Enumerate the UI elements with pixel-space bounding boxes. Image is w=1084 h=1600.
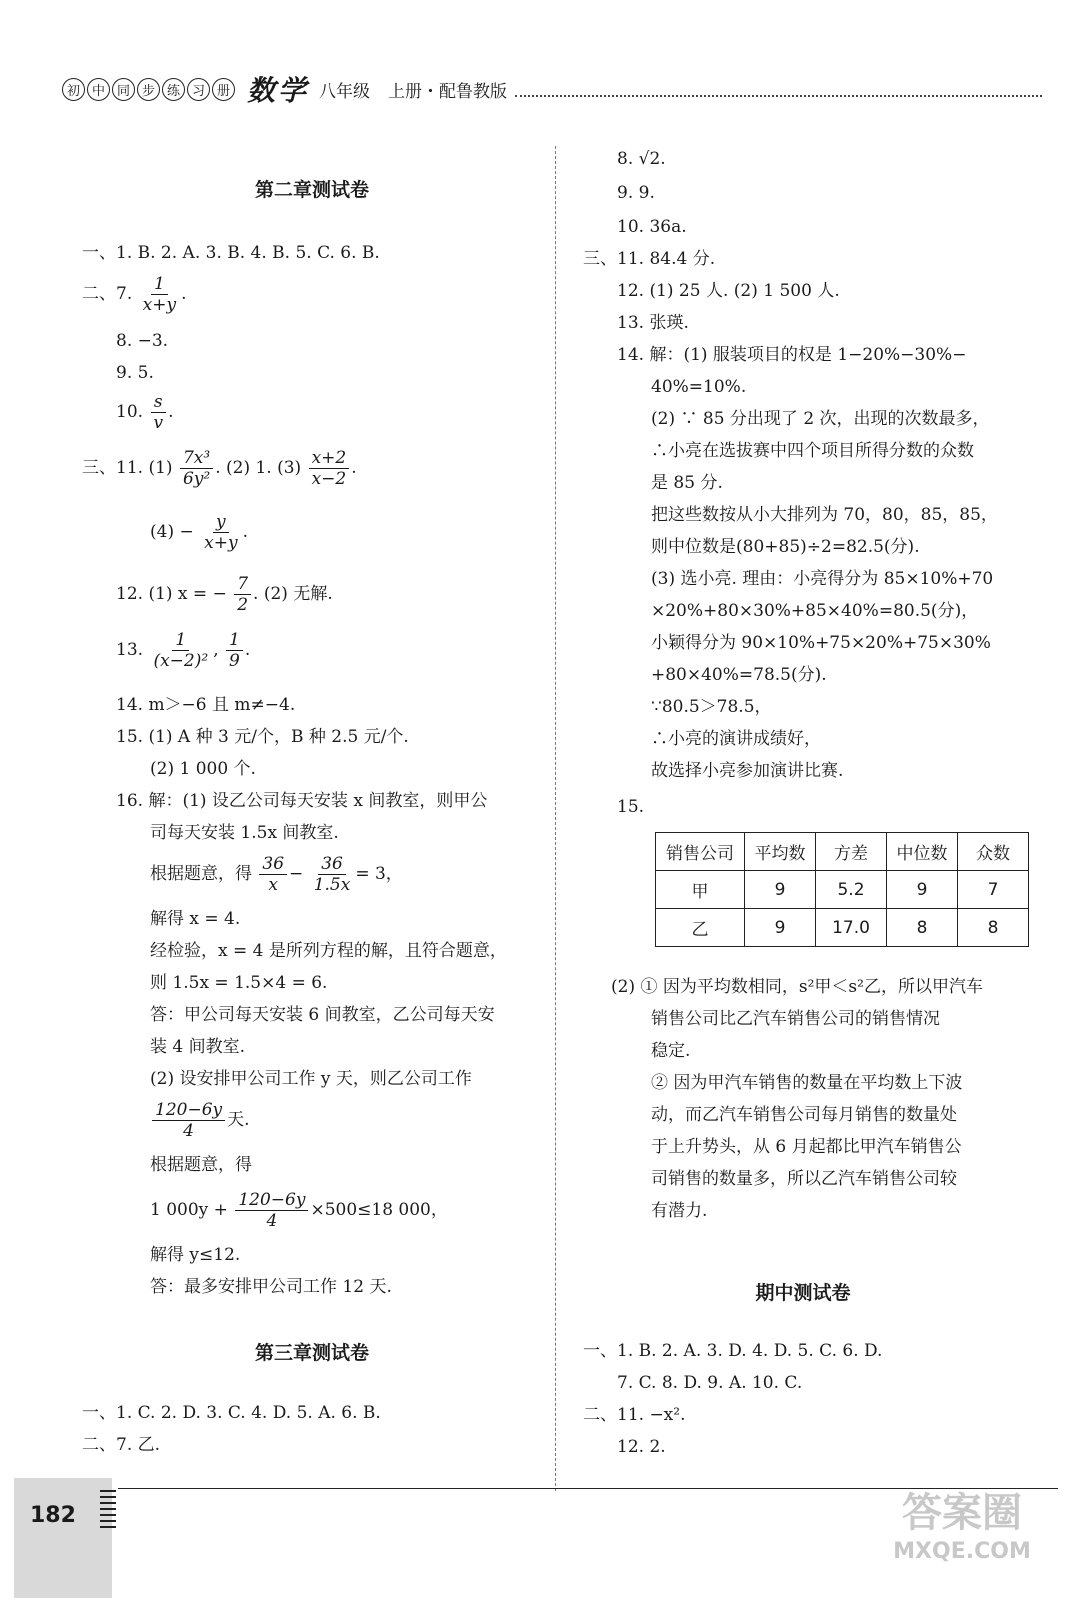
answer-line: 9. 9. [617, 183, 655, 203]
series-char: 同 [112, 78, 135, 101]
numerator: x+2 [309, 448, 350, 469]
answer-line: 答：最多安排甲公司工作 12 天. [150, 1277, 392, 1297]
table-header-cell: 中位数 [887, 833, 958, 871]
answer-line: 解得 x = 4. [150, 909, 241, 929]
header-dotted-rule [515, 81, 1042, 97]
page-number: 182 [30, 1503, 76, 1528]
answer-line: (2) ① 因为平均数相同，s²甲＜s²乙，所以甲汽车 [611, 977, 983, 997]
table-header-cell: 平均数 [745, 833, 816, 871]
table-header-cell: 众数 [958, 833, 1029, 871]
table-cell: 9 [745, 909, 816, 947]
numerator: 36 [259, 854, 287, 875]
series-char: 中 [87, 78, 110, 101]
answer-line: 装 4 间教室. [150, 1037, 246, 1057]
answer-line: 解得 y≤12. [150, 1245, 241, 1265]
answer-line: ② 因为甲汽车销售的数量在平均数上下波 [651, 1073, 963, 1093]
answer-line: ∵80.5＞78.5， [651, 697, 772, 717]
midterm-title: 期中测试卷 [755, 1282, 851, 1304]
answer-line: 8. −3. [116, 331, 169, 351]
answer-line: (2) 设安排甲公司工作 y 天，则乙公司工作 [150, 1069, 472, 1089]
numerator: y [213, 512, 229, 533]
numerator: 1 [172, 630, 189, 651]
answer-line [150, 1190, 448, 1231]
table-cell: 甲 [656, 871, 745, 909]
answer-line: 二、7. 乙. [82, 1435, 161, 1455]
answer-line: ×20%+80×30%+85×40%=80.5(分)， [651, 601, 979, 621]
table-cell: 8 [887, 909, 958, 947]
denominator: 1.5x [313, 875, 351, 895]
line-text: 二、7. [82, 284, 133, 304]
answer-line: 16. 解：(1) 设乙公司每天安装 x 间教室，则甲公 [116, 791, 488, 811]
answer-line: 一、1. B. 2. A. 3. D. 4. D. 5. C. 6. D. [583, 1341, 883, 1361]
fraction [235, 1190, 308, 1231]
column-divider [555, 146, 556, 1491]
line-text: , [213, 640, 219, 660]
line-text: = 3， [355, 864, 403, 884]
answer-line: 司销售的数量多，所以乙汽车销售公司较 [651, 1169, 957, 1189]
sales-stats-table [655, 832, 1029, 947]
table-header-cell: 方差 [816, 833, 887, 871]
answer-line: 司每天安装 1.5x 间教室. [150, 823, 339, 843]
denominator: 4 [183, 1121, 194, 1141]
watermark-logo [862, 1488, 1062, 1588]
fraction [152, 1100, 225, 1141]
line-text: (4) − [150, 522, 194, 542]
answer-line: 一、1. B. 2. A. 3. B. 4. B. 5. C. 6. B. [82, 243, 380, 263]
fraction [309, 448, 350, 489]
denominator: x+y [204, 533, 238, 553]
answer-line: 12. (1) 25 人. (2) 1 500 人. [617, 281, 840, 301]
line-text: . (2) 1. (3) [215, 458, 302, 478]
answer-line: 13. 张瑛. [617, 313, 689, 333]
line-text: 根据题意，得 [150, 864, 252, 884]
fraction [259, 854, 287, 895]
answer-line: 一、1. C. 2. D. 3. C. 4. D. 5. A. 6. B. [82, 1403, 381, 1423]
answer-line: (2) ∵ 85 分出现了 2 次，出现的次数最多， [651, 409, 990, 429]
spiral-binding-icon [100, 1490, 116, 1530]
denominator: 6y² [182, 469, 211, 489]
answer-line: 于上升势头，从 6 月起都比甲汽车销售公 [651, 1137, 962, 1157]
denominator: v [153, 413, 164, 433]
answer-line [116, 392, 173, 433]
answer-line: 8. √2. [617, 149, 666, 169]
numerator: 1 [151, 274, 168, 295]
denominator: 9 [229, 651, 240, 671]
answer-line [116, 574, 333, 615]
table-row [656, 871, 1029, 909]
grade-label: 八年级 [319, 81, 371, 102]
table-header-row [656, 833, 1029, 871]
series-char: 初 [62, 78, 85, 101]
denominator: (x−2)² [153, 651, 209, 671]
denominator: x−2 [311, 469, 347, 489]
denominator: 2 [237, 595, 249, 615]
table-cell: 9 [745, 871, 816, 909]
watermark-text: 答案圈 [902, 1490, 1022, 1536]
answer-line: 二、11. −x². [583, 1405, 686, 1425]
line-text: 天. [227, 1110, 250, 1130]
series-char: 练 [162, 78, 185, 101]
line-text: . [244, 640, 251, 660]
table-cell: 8 [958, 909, 1029, 947]
line-text: . [168, 402, 174, 422]
line-text: 三、11. (1) [82, 458, 173, 478]
answer-line: 则 1.5x = 1.5×4 = 6. [150, 973, 328, 993]
fraction [150, 392, 166, 433]
fraction [311, 854, 354, 895]
answer-line: 把这些数按从小大排列为 70，80，85，85， [651, 505, 998, 525]
table-cell: 乙 [656, 909, 745, 947]
line-text: 13. [116, 640, 144, 660]
answer-line: 小颖得分为 90×10%+75×20%+75×30% [651, 633, 991, 653]
line-text: 10. [116, 402, 144, 422]
table-cell: 9 [887, 871, 958, 909]
answer-line: 12. 2. [617, 1437, 666, 1457]
answer-line [150, 854, 403, 895]
answer-line [82, 274, 186, 315]
series-char: 册 [212, 78, 235, 101]
line-text: . [181, 284, 187, 304]
line-text: . [351, 458, 357, 478]
answer-line: 则中位数是(80+85)÷2=82.5(分). [651, 537, 920, 557]
denominator: x+y [142, 295, 177, 315]
answer-line: 40%=10%. [651, 377, 747, 397]
series-char: 步 [137, 78, 160, 101]
fraction [140, 274, 179, 315]
line-text: . (2) 无解. [253, 584, 333, 604]
answer-line: 有潜力. [651, 1201, 708, 1221]
line-text: 1 000y + [150, 1200, 228, 1220]
chapter3-title: 第三章测试卷 [254, 1342, 369, 1364]
watermark-url: MXQE.COM [893, 1539, 1031, 1564]
page-header [62, 74, 1042, 107]
numerator: 120−6y [152, 1100, 225, 1121]
answer-line [116, 630, 250, 671]
table-header-cell: 销售公司 [656, 833, 745, 871]
answer-line: 销售公司比乙汽车销售公司的销售情况 [651, 1009, 940, 1029]
answer-line: 10. 36a. [617, 217, 687, 237]
answer-line [150, 1100, 250, 1141]
answer-line [150, 512, 248, 553]
denominator: x [268, 875, 279, 895]
series-char: 习 [187, 78, 210, 101]
line-text: 12. (1) x = − [116, 584, 227, 604]
answer-line: 14. m＞−6 且 m≠−4. [116, 695, 296, 715]
numerator: 7x³ [180, 448, 213, 469]
answer-line: 稳定. [651, 1041, 691, 1061]
numerator: s [151, 392, 166, 413]
answer-line: 根据题意，得 [150, 1155, 252, 1175]
answer-line: 动，而乙汽车销售公司每月销售的数量处 [651, 1105, 957, 1125]
answer-line: ∴小亮的演讲成绩好， [651, 729, 821, 749]
answer-line: 9. 5. [116, 363, 154, 383]
table-cell: 17.0 [816, 909, 887, 947]
edition-label: 上册・配鲁教版 [388, 81, 508, 102]
table-cell: 7 [958, 871, 1029, 909]
answer-line: 14. 解：(1) 服装项目的权是 1−20%−30%− [617, 345, 967, 365]
line-text: − [289, 864, 304, 884]
fraction [234, 574, 251, 615]
answer-line: 15. (1) A 种 3 元/个，B 种 2.5 元/个. [116, 727, 409, 747]
table-row [656, 909, 1029, 947]
numerator: 120−6y [235, 1190, 308, 1211]
answer-line: 经检验，x = 4 是所列方程的解，且符合题意， [150, 941, 507, 961]
numerator: 7 [234, 574, 251, 595]
chapter2-title: 第二章测试卷 [254, 179, 369, 201]
answer-line: 15. [617, 797, 645, 817]
line-text: . [242, 522, 248, 542]
answer-line: 故选择小亮参加演讲比赛. [651, 761, 844, 781]
denominator: 4 [266, 1211, 278, 1231]
fraction [180, 448, 213, 489]
table-cell: 5.2 [816, 871, 887, 909]
answer-line: 三、11. 84.4 分. [583, 249, 716, 269]
numerator: 36 [318, 854, 346, 875]
page-number-box [14, 1478, 112, 1598]
answer-line: (2) 1 000 个. [150, 759, 256, 779]
numerator: 1 [226, 630, 243, 651]
subject-title: 数学 [247, 74, 310, 107]
answer-line: 是 85 分. [651, 473, 723, 493]
line-text: ×500≤18 000， [310, 1200, 448, 1220]
answer-line: (3) 选小亮. 理由：小亮得分为 85×10%+70 [651, 569, 994, 589]
fraction [226, 630, 243, 671]
fraction [201, 512, 240, 553]
fraction [150, 630, 211, 671]
answer-line: 答：甲公司每天安装 6 间教室，乙公司每天安 [150, 1005, 495, 1025]
answer-line: 7. C. 8. D. 9. A. 10. C. [617, 1373, 803, 1393]
answer-line: +80×40%=78.5(分). [651, 665, 827, 685]
series-title [62, 78, 235, 101]
answer-line [82, 448, 357, 489]
answer-line: ∴小亮在选拔赛中四个项目所得分数的众数 [651, 441, 974, 461]
